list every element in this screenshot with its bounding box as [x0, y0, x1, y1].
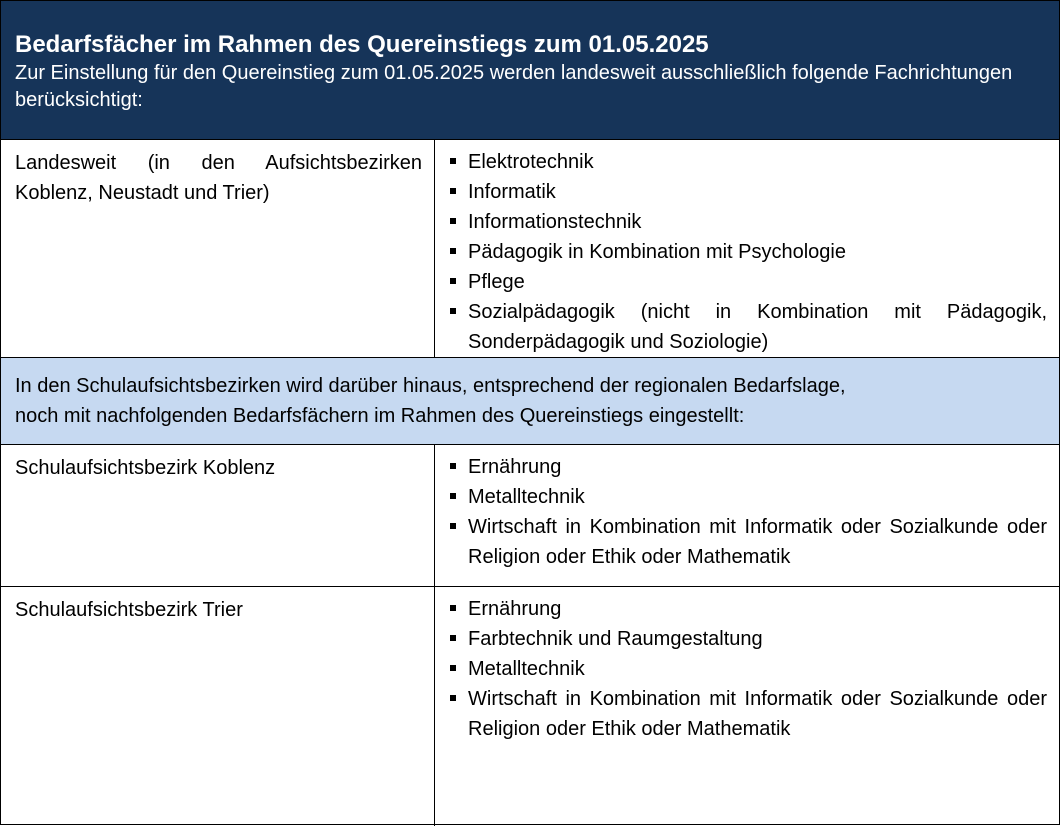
list-item: Wirtschaft in Kombination mit Informatik oder Sozialkunde oder Religion oder Ethik oder Mathematik	[449, 684, 1047, 744]
list-item: Pflege	[449, 267, 1047, 297]
table-header	[1, 1, 1059, 139]
list-item: Informatik	[449, 177, 1047, 207]
list-item: Sozialpädagogik (nicht in Kombination mit Pädagogik, Sonderpädagogik und Soziologie)	[449, 297, 1047, 357]
list-item: Ernährung	[449, 594, 1047, 624]
row-subjects-landesweit	[435, 140, 1059, 357]
subject-list-trier	[449, 594, 1047, 744]
list-item: Metalltechnik	[449, 482, 1047, 512]
row-koblenz	[1, 444, 1059, 586]
row-label-koblenz: Schulaufsichtsbezirk Koblenz	[1, 445, 435, 586]
regional-note-line-2: noch mit nachfolgenden Bedarfsfächern im Rahmen des Quereinstiegs eingestellt:	[15, 405, 745, 427]
regional-note-line-1: In den Schulaufsichtsbezirken wird darüber hinaus, entsprechend der regionalen Bedarfslage,	[15, 375, 846, 397]
list-item: Metalltechnik	[449, 654, 1047, 684]
header-title: Bedarfsfächer im Rahmen des Quereinstiegs zum 01.05.2025	[15, 31, 709, 58]
header-subtitle: Zur Einstellung für den Quereinstieg zum 01.05.2025 werden landesweit ausschließlich folgende Fachrichtungen berücksichtigt:	[15, 62, 1013, 111]
row-label-landesweit: Landesweit (in den Aufsichtsbezirken Koblenz, Neustadt und Trier)	[1, 140, 435, 357]
list-item: Wirtschaft in Kombination mit Informatik oder Sozialkunde oder Religion oder Ethik oder Mathematik	[449, 512, 1047, 572]
subject-list-landesweit	[449, 147, 1047, 357]
row-subjects-trier	[435, 587, 1059, 826]
list-item: Farbtechnik und Raumgestaltung	[449, 624, 1047, 654]
list-item: Informationstechnik	[449, 207, 1047, 237]
row-subjects-koblenz	[435, 445, 1059, 586]
subject-list-koblenz	[449, 452, 1047, 572]
list-item: Elektrotechnik	[449, 147, 1047, 177]
row-landesweit	[1, 139, 1059, 357]
list-item: Pädagogik in Kombination mit Psychologie	[449, 237, 1047, 267]
regional-note-band	[1, 357, 1059, 444]
list-item: Ernährung	[449, 452, 1047, 482]
row-trier	[1, 586, 1059, 826]
row-label-trier: Schulaufsichtsbezirk Trier	[1, 587, 435, 826]
